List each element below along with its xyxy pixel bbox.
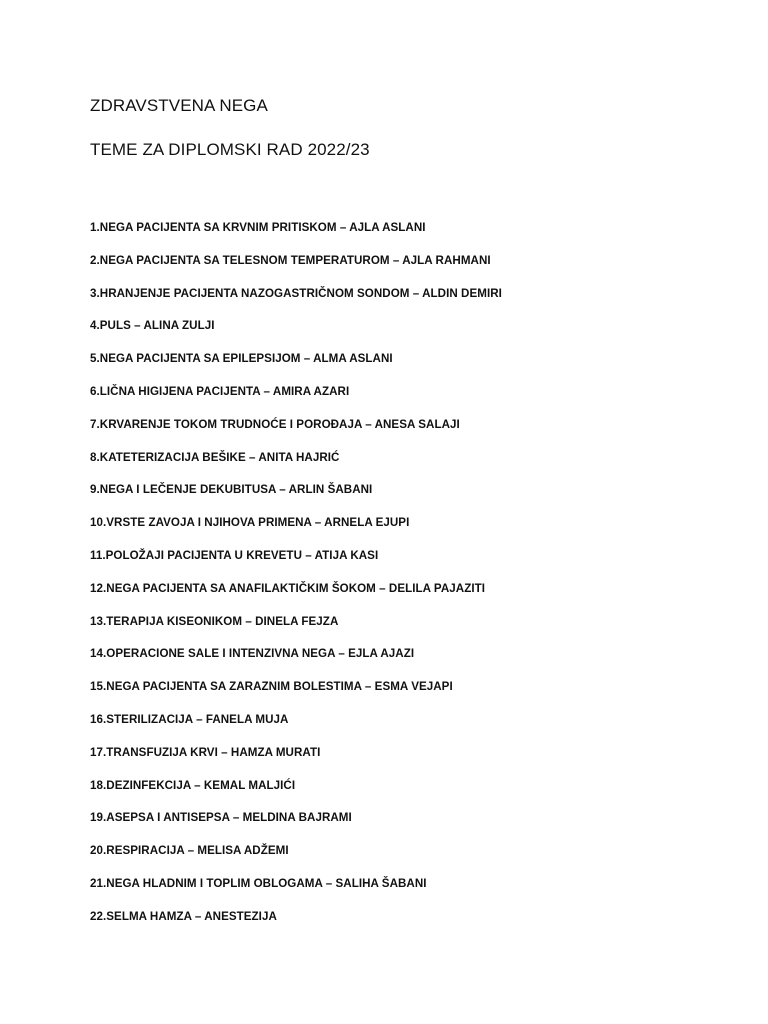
- topic-item: 18.DEZINFEKCIJA – KEMAL MALJIĆI: [90, 778, 296, 792]
- topic-item: 12.NEGA PACIJENTA SA ANAFILAKTIČKIM ŠOKOM – DELILA PAJAZITI: [90, 581, 486, 595]
- topic-item: 7.KRVARENJE TOKOM TRUDNOĆE I POROĐAJA – ANESA SALAJI: [90, 417, 460, 431]
- topic-item: 19.ASEPSA I ANTISEPSA – MELDINA BAJRAMI: [90, 811, 352, 825]
- topic-item: 21.NEGA HLADNIM I TOPLIM OBLOGAMA – SALIHA ŠABANI: [90, 876, 427, 890]
- topic-item: 22.SELMA HAMZA – ANESTEZIJA: [90, 909, 277, 923]
- topic-item: 9.NEGA I LEČENJE DEKUBITUSA – ARLIN ŠABANI: [90, 483, 373, 497]
- topic-item: 16.STERILIZACIJA – FANELA MUJA: [90, 712, 289, 726]
- topic-item: 15.NEGA PACIJENTA SA ZARAZNIM BOLESTIMA – ESMA VEJAPI: [90, 680, 453, 694]
- document-title: ZDRAVSTVENA NEGA: [90, 96, 268, 115]
- topic-list: [90, 220, 502, 942]
- topic-item: 10.VRSTE ZAVOJA I NJIHOVA PRIMENA – ARNELA EJUPI: [90, 516, 410, 530]
- topic-item: 3.HRANJENJE PACIJENTA NAZOGASTRIČNOM SONDOM – ALDIN DEMIRI: [90, 286, 502, 300]
- topic-item: 4.PULS – ALINA ZULJI: [90, 319, 215, 333]
- topic-item: 13.TERAPIJA KISEONIKOM – DINELA FEJZA: [90, 614, 339, 628]
- topic-item: 17.TRANSFUZIJA KRVI – HAMZA MURATI: [90, 745, 321, 759]
- topic-item: 5.NEGA PACIJENTA SA EPILEPSIJOM – ALMA ASLANI: [90, 352, 393, 366]
- topic-item: 20.RESPIRACIJA – MELISA ADŽEMI: [90, 844, 289, 858]
- document-subtitle: TEME ZA DIPLOMSKI RAD 2022/23: [90, 140, 370, 159]
- topic-item: 1.NEGA PACIJENTA SA KRVNIM PRITISKOM – AJLA ASLANI: [90, 221, 426, 234]
- topic-item: 8.KATETERIZACIJA BEŠIKE – ANITA HAJRIĆ: [90, 450, 340, 464]
- topic-item: 11.POLOŽAJI PACIJENTA U KREVETU – ATIJA KASI: [90, 548, 379, 562]
- topic-item: 14.OPERACIONE SALE I INTENZIVNA NEGA – EJLA AJAZI: [90, 647, 415, 661]
- topic-item: 6.LIČNA HIGIJENA PACIJENTA – AMIRA AZARI: [90, 384, 350, 398]
- topic-item: 2.NEGA PACIJENTA SA TELESNOM TEMPERATUROM – AJLA RAHMANI: [90, 253, 491, 267]
